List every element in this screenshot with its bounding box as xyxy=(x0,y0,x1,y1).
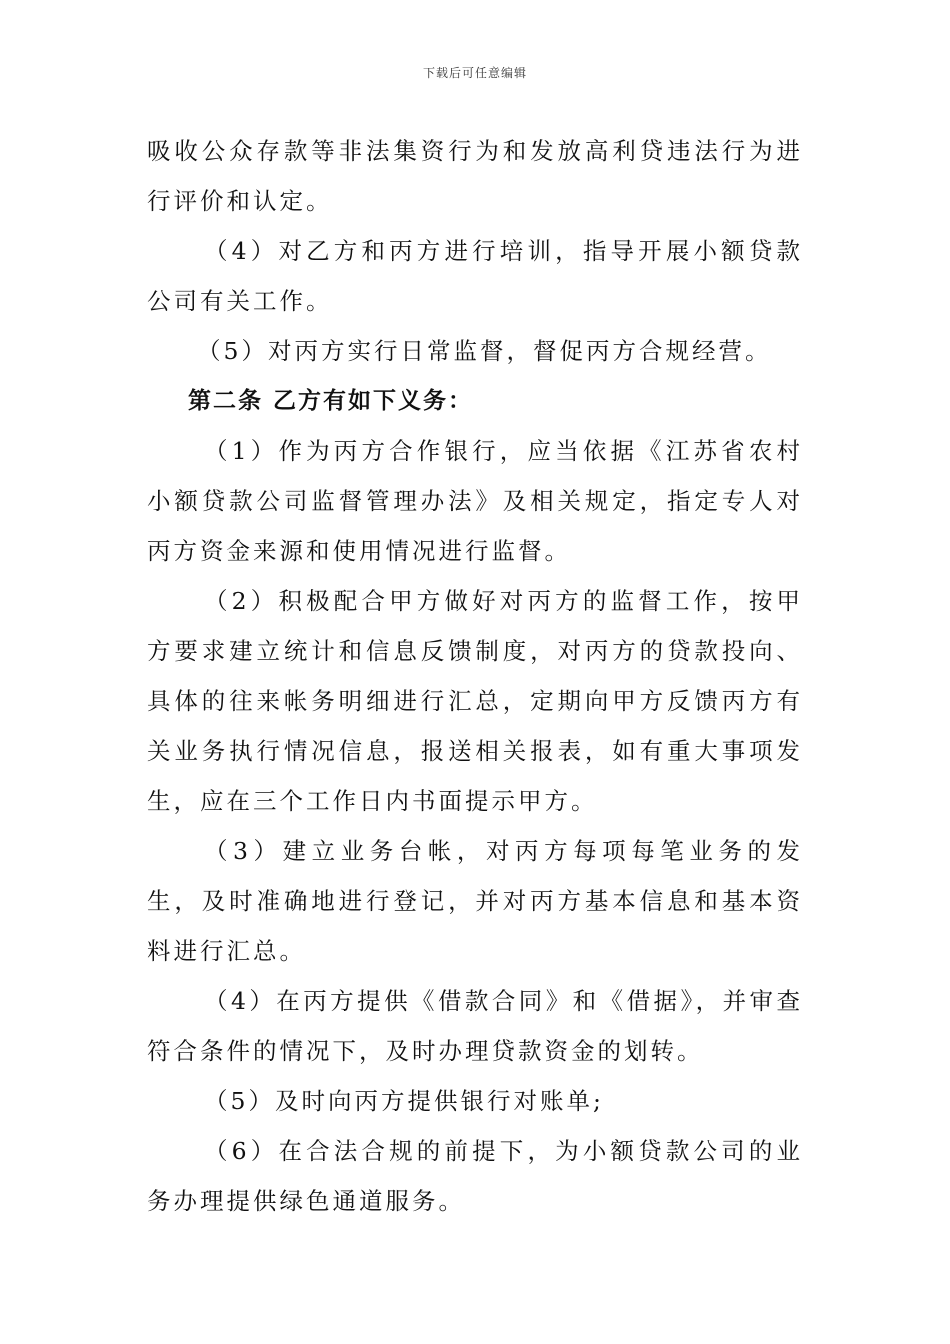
paragraph-continuation: 吸收公众存款等非法集资行为和发放高利贷违法行为进行评价和认定。 xyxy=(147,137,803,215)
clause-5-supervision: （5）对丙方实行日常监督，督促丙方合规经营。 xyxy=(197,337,772,365)
clause-5-statement: （5）及时向丙方提供银行对账单; xyxy=(204,1087,604,1115)
clause-1-cooperation-bank: （1）作为丙方合作银行，应当依据《江苏省农村小额贷款公司监督管理办法》及相关规定，指定专人对丙方资金来源和使用情况进行监督。 xyxy=(147,437,803,565)
clause-4-training: （4）对乙方和丙方进行培训，指导开展小额贷款公司有关工作。 xyxy=(147,237,803,315)
document-body xyxy=(147,126,803,1226)
clause-3-ledger: （3）建立业务台帐，对丙方每项每笔业务的发生，及时准确地进行登记，并对丙方基本信息和基本资料进行汇总。 xyxy=(147,837,803,965)
clause-6-green-channel: （6）在合法合规的前提下，为小额贷款公司的业务办理提供绿色通道服务。 xyxy=(147,1137,803,1215)
page-header: 下载后可任意编辑 xyxy=(422,66,527,80)
clause-2-reporting: （2）积极配合甲方做好对丙方的监督工作，按甲方要求建立统计和信息反馈制度，对丙方的贷款投向、具体的往来帐务明细进行汇总，定期向甲方反馈丙方有关业务执行情况信息，报送相关报表，如有重大事项发生，应在三个工作日内书面提示甲方。 xyxy=(147,587,803,815)
article-2-title: 第二条 乙方有如下义务： xyxy=(188,388,474,414)
clause-4-loan-transfer: （4）在丙方提供《借款合同》和《借据》，并审查符合条件的情况下，及时办理贷款资金的划转。 xyxy=(147,987,803,1065)
